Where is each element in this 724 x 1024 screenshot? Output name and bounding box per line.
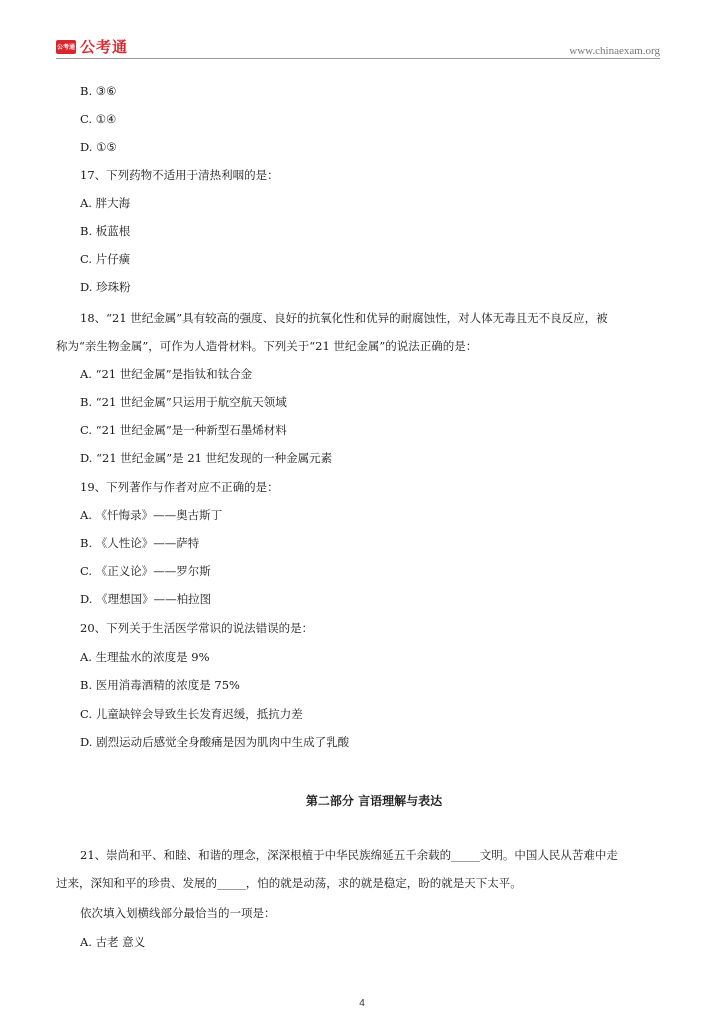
- q20-stem: 20、下列关于生活医学常识的说法错误的是：: [80, 621, 314, 635]
- q19-option-a: A. 《忏悔录》——奥古斯丁: [80, 508, 223, 522]
- q21-stem-line2: 过来，深知和平的珍贵、发展的_____，怕的就是动荡，求的就是稳定，盼的就是天下太平。: [56, 876, 522, 890]
- page-header: [0, 0, 724, 64]
- logo: [56, 36, 128, 57]
- q18-stem-line1: 18、“21 世纪金属”具有较高的强度、良好的抗氧化性和优异的耐腐蚀性，对人体无毒且无不良反应，被: [80, 311, 608, 325]
- header-divider: [56, 58, 660, 59]
- q17-option-c: C. 片仔癀: [80, 252, 131, 266]
- site-url: www.chinaexam.org: [569, 45, 660, 57]
- q17-stem: 17、下列药物不适用于清热利咽的是：: [80, 168, 279, 182]
- q20-option-a: A. 生理盐水的浓度是 9%: [80, 650, 210, 664]
- q18-stem-line2: 称为“亲生物金属”，可作为人造骨材料。下列关于“21 世纪金属”的说法正确的是：: [56, 339, 478, 353]
- q21-stem-line1: 21、崇尚和平、和睦、和谐的理念，深深根植于中华民族绵延五千余载的_____文明。中国人民从苦难中走: [80, 848, 618, 862]
- q16-option-b: B. ③⑥: [80, 84, 117, 98]
- q18-option-a: A. “21 世纪金属”是指钛和钛合金: [80, 367, 253, 381]
- q19-option-d: D. 《理想国》——柏拉图: [80, 592, 212, 606]
- q21-option-a: A. 古老 意义: [80, 935, 146, 949]
- q20-option-c: C. 儿童缺锌会导致生长发育迟缓，抵抗力差: [80, 707, 303, 721]
- q18-option-c: C. “21 世纪金属”是一种新型石墨烯材料: [80, 423, 287, 437]
- q19-stem: 19、下列著作与作者对应不正确的是：: [80, 480, 279, 494]
- q19-option-b: B. 《人性论》——萨特: [80, 536, 200, 550]
- q16-option-d: D. ①⑤: [80, 140, 117, 154]
- page-number: 4: [359, 998, 365, 1009]
- logo-text: 公考通: [80, 38, 129, 56]
- q17-option-d: D. 珍珠粉: [80, 280, 131, 294]
- q18-option-b: B. “21 世纪金属”只运用于航空航天领域: [80, 395, 287, 409]
- q18-option-d: D. “21 世纪金属”是 21 世纪发现的一种金属元素: [80, 451, 333, 465]
- logo-badge-icon: 公考通: [56, 40, 76, 54]
- q19-option-c: C. 《正义论》——罗尔斯: [80, 564, 211, 578]
- section-title: 第二部分 言语理解与表达: [305, 794, 443, 808]
- q20-option-d: D. 剧烈运动后感觉全身酸痛是因为肌肉中生成了乳酸: [80, 735, 350, 749]
- q16-option-c: C. ①④: [80, 112, 117, 126]
- q20-option-b: B. 医用消毒酒精的浓度是 75%: [80, 678, 240, 692]
- q17-option-a: A. 胖大海: [80, 196, 131, 210]
- q21-instruction: 依次填入划横线部分最恰当的一项是：: [80, 906, 276, 920]
- q17-option-b: B. 板蓝根: [80, 224, 131, 238]
